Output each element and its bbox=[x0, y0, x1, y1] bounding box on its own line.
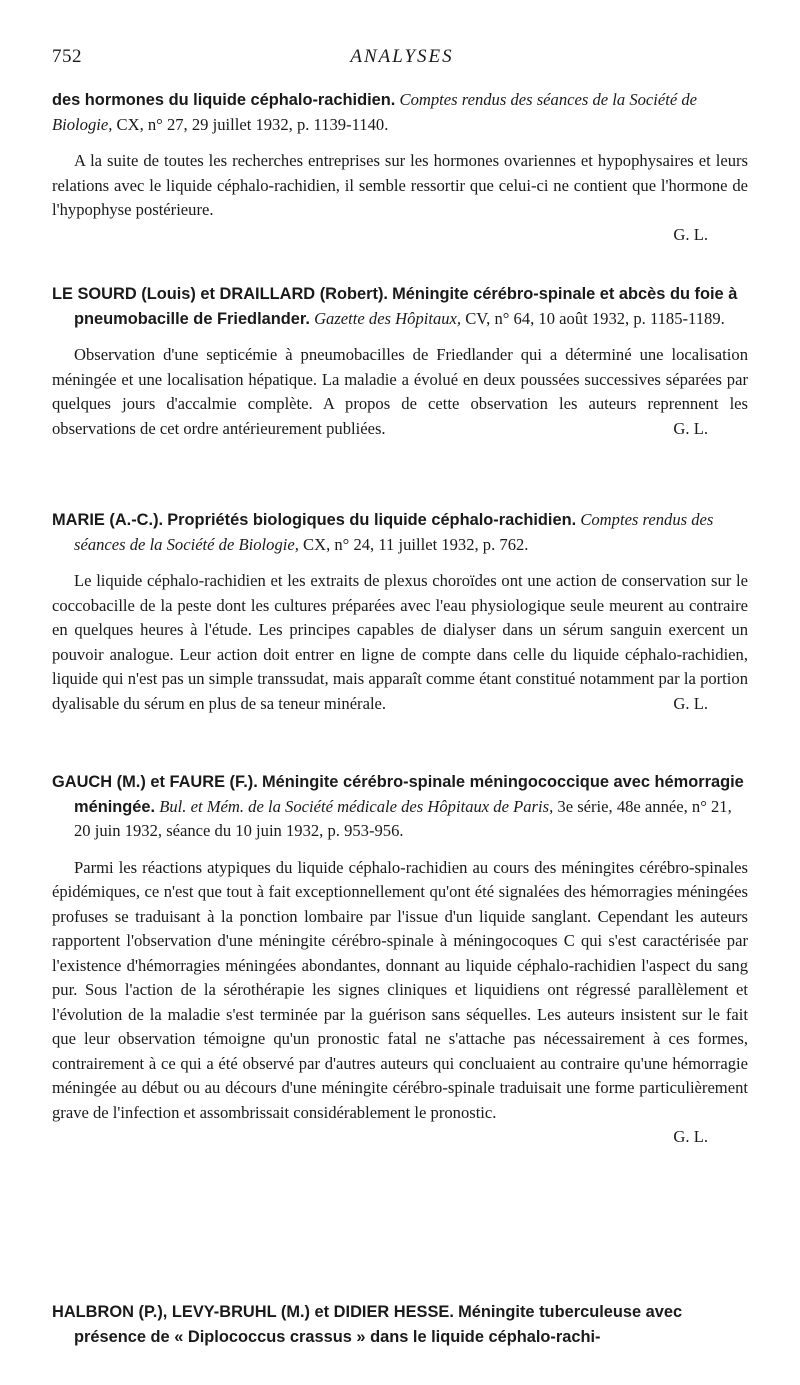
page-header bbox=[52, 46, 752, 76]
reference-details: 3e série, 48e année, n° 21, 20 juin 1932, séance du 10 juin 1932, p. 953-956. bbox=[74, 796, 732, 840]
authors: MARIE (A.-C.). bbox=[52, 511, 164, 529]
article-title: Propriétés biologiques du liquide céphalo-rachidien. bbox=[167, 511, 577, 529]
abstract-entry bbox=[52, 88, 748, 247]
journal-name: Comptes rendus des séances de la Société de Biologie, bbox=[74, 510, 714, 554]
article-title: Méningite tuberculeuse avec présence de « Diplococcus crassus » dans le liquide céphalo-rachi- bbox=[74, 1303, 683, 1346]
authors: HALBRON (P.), LEVY-BRUHL (M.) et DIDIER HESSE. bbox=[52, 1303, 454, 1321]
authors: GAUCH (M.) et FAURE (F.). bbox=[52, 773, 258, 791]
abstract-body: Le liquide céphalo-rachidien et les extraits de plexus choroïdes ont une action de conservation sur le coccobacille de la peste dont les cultures préparées avec l'eau physiologique seule meurent au contraire en quelques heures à l'étude. Les principes capables de dialyser dans un sérum sanguin exercent un pouvoir analogue. Leur action doit entrer en ligne de compte dans celle du liquide céphalo-rachidien, liquide qui n'est pas un simple transsudat, mais apparaît comme étant constitué notamment par la portion dyalisable du sérum en plus de sa teneur minérale. bbox=[52, 571, 748, 713]
abstract-text: Parmi les réactions atypiques du liquide céphalo-rachidien au cours des méningites cérébro-spinales épidémiques, ce n'est que tout à fait exceptionnellement qu'ont été signalées des hémorragies méningées profuses se traduisant à la ponction lombaire par l'issue d'un liquide sanglant. Cependant les auteurs rapportent l'observation d'une méningite cérébro-spinale à méningocoques C qui s'est caractérisée par l'existence d'hémorragies méningées abondantes, donnant au liquide céphalo-rachidien l'aspect du sang pur. Sous l'action de la sérothérapie les signes cliniques et liquidiens ont régressé parallèlement et l'évolution de la maladie s'est terminée par la guérison sans séquelles. Les auteurs insistent sur le fait que leur observation témoigne qu'un pronostic fatal ne s'attache pas nécessairement à ces formes, contrairement à ce qui a été observé par d'autres auteurs qui concluaient au contraire qu'une hémorragie méningée au début ou au décours d'une méningite cérébro-spinale traduisait une forme particulièrement grave de l'infection et assombrissait considérablement le pronostic. bbox=[52, 857, 748, 1122]
reference-details: CX, n° 27, 29 juillet 1932, p. 1139-1140. bbox=[116, 114, 389, 134]
reviewer-signature: G. L. bbox=[673, 224, 708, 244]
reference-details: CV, n° 64, 10 août 1932, p. 1185-1189. bbox=[465, 308, 725, 328]
citation bbox=[52, 770, 748, 844]
article-title: Méningite cérébro-spinale et abcès du foie à pneumobacille de Friedlander. bbox=[74, 285, 738, 328]
citation bbox=[52, 282, 748, 331]
abstract-entry bbox=[52, 282, 748, 441]
journal-name: Bul. et Mém. de la Société médicale des Hôpitaux de Paris, bbox=[159, 796, 554, 816]
running-title: ANALYSES bbox=[350, 46, 454, 67]
authors: LE SOURD (Louis) et DRAILLARD (Robert). bbox=[52, 285, 388, 303]
abstract-text bbox=[52, 569, 748, 716]
article-title: Méningite cérébro-spinale méningococcique avec hémorragie méningée. bbox=[74, 773, 744, 816]
page-number: 752 bbox=[52, 46, 82, 67]
journal-name: Gazette des Hôpitaux, bbox=[314, 308, 462, 328]
abstract-text bbox=[52, 343, 748, 441]
article-title: des hormones du liquide céphalo-rachidien. bbox=[52, 91, 396, 109]
reference-details: CX, n° 24, 11 juillet 1932, p. 762. bbox=[303, 534, 529, 554]
citation bbox=[52, 1300, 748, 1349]
abstract-entry bbox=[52, 1300, 748, 1349]
journal-name: Comptes rendus des séances de la Société de Biologie, bbox=[52, 90, 698, 134]
reviewer-signature: G. L. bbox=[673, 1127, 708, 1146]
abstract-entry bbox=[52, 770, 748, 1150]
abstract-entry bbox=[52, 508, 748, 716]
abstract-text: A la suite de toutes les recherches entreprises sur les hormones ovariennes et hypophysaires et leurs relations avec le liquide céphalo-rachidien, il semble ressortir que celui-ci ne contient que l'hormone de l'hypophyse postérieure. bbox=[52, 151, 748, 219]
citation bbox=[52, 508, 748, 557]
citation bbox=[52, 88, 748, 137]
reviewer-signature: G. L. bbox=[673, 693, 708, 713]
abstract-body: Observation d'une septicémie à pneumobacilles de Friedlander qui a déterminé une localisation méningée et une localisation hépatique. La maladie a évolué en deux poussées successives séparées par quelques jours d'accalmie complète. A propos de cette observation les auteurs reprennent les observations de cet ordre antérieurement publiées. bbox=[52, 345, 748, 438]
reviewer-signature: G. L. bbox=[673, 418, 708, 438]
